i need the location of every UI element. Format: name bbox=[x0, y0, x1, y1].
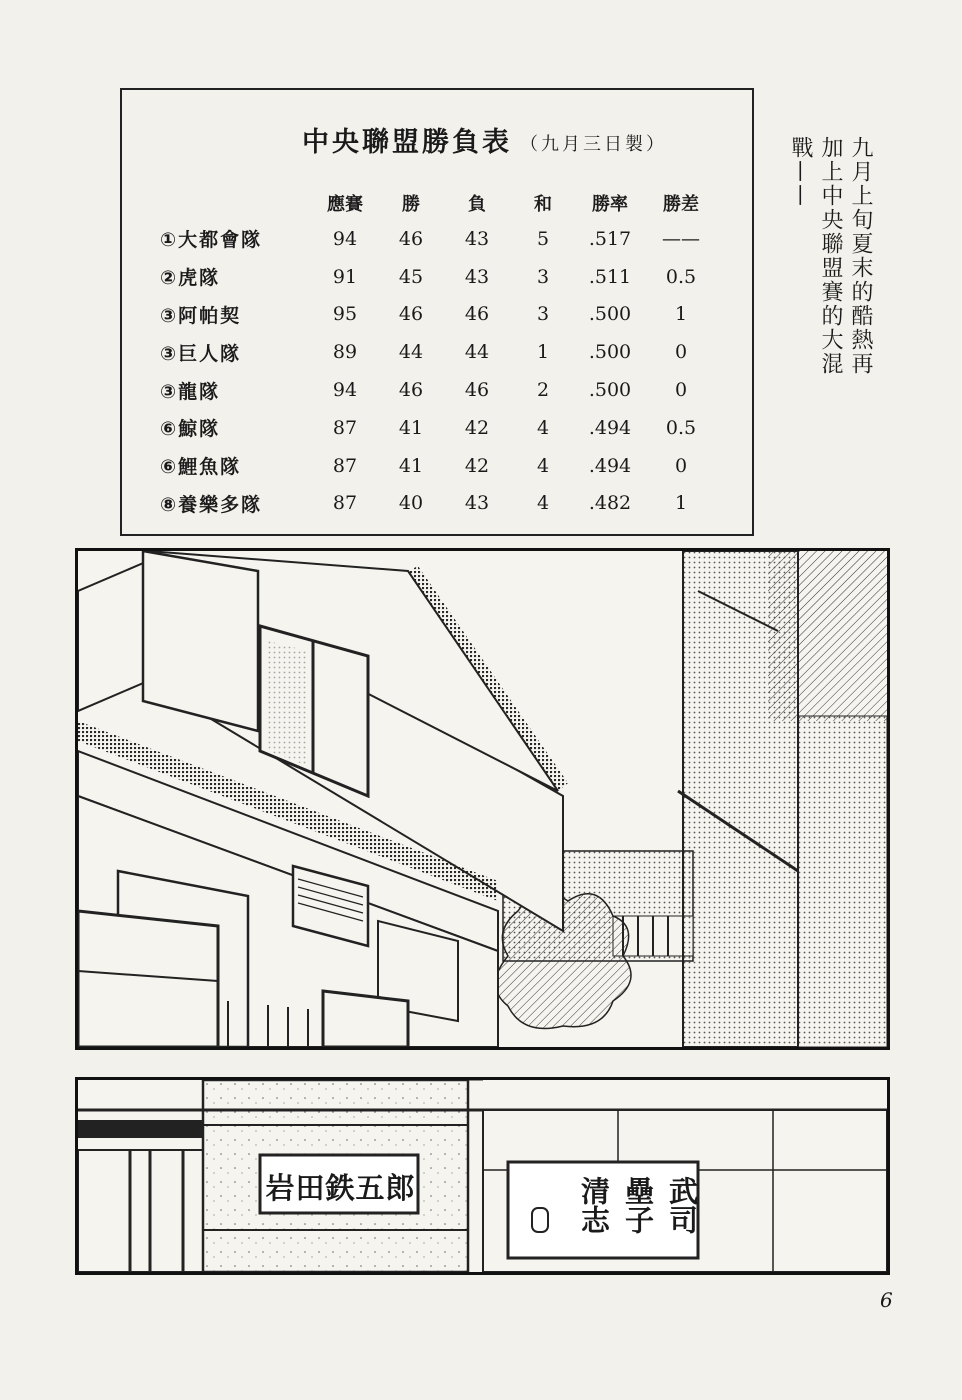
header-played: 應賽 bbox=[327, 194, 363, 215]
nameplate-right-col1: 武司 bbox=[665, 1176, 699, 1234]
cell-gb: 1 bbox=[674, 303, 688, 326]
cell-wins: 41 bbox=[398, 416, 424, 439]
cell-played: 89 bbox=[332, 341, 358, 364]
cell-draws: 4 bbox=[536, 492, 550, 515]
header-team bbox=[160, 186, 312, 220]
cell-losses: 46 bbox=[464, 379, 490, 402]
cell-pct: .494 bbox=[588, 454, 632, 477]
cell-team: ①大都會隊 bbox=[160, 229, 263, 252]
cell-played: 94 bbox=[332, 227, 358, 250]
cell-draws: 5 bbox=[536, 227, 550, 250]
cell-pct: .500 bbox=[588, 303, 632, 326]
header-losses: 負 bbox=[468, 194, 486, 215]
page-number: 6 bbox=[880, 1288, 893, 1312]
cell-played: 87 bbox=[332, 492, 358, 515]
cell-gb: —— bbox=[662, 227, 700, 250]
cell-played: 87 bbox=[332, 454, 358, 477]
standings-row bbox=[160, 258, 718, 296]
cell-wins: 41 bbox=[398, 454, 424, 477]
cell-draws: 3 bbox=[536, 265, 550, 288]
standings-header-row bbox=[160, 186, 718, 220]
cell-draws: 4 bbox=[536, 454, 550, 477]
cell-wins: 46 bbox=[398, 379, 424, 402]
cell-wins: 46 bbox=[398, 227, 424, 250]
cell-pct: .517 bbox=[588, 227, 632, 250]
cell-gb: 0 bbox=[674, 454, 688, 477]
standings-table-box bbox=[120, 88, 754, 536]
header-draws: 和 bbox=[534, 194, 552, 215]
cell-draws: 1 bbox=[536, 341, 550, 364]
cell-pct: .500 bbox=[588, 379, 632, 402]
cell-team: ②虎隊 bbox=[160, 267, 221, 290]
header-wins: 勝 bbox=[402, 194, 420, 215]
cell-team: ③龍隊 bbox=[160, 380, 221, 403]
cell-wins: 46 bbox=[398, 303, 424, 326]
cell-wins: 45 bbox=[398, 265, 424, 288]
nameplate-right-col2: 壘子 bbox=[621, 1176, 655, 1234]
cell-losses: 43 bbox=[464, 492, 490, 515]
standings-row bbox=[160, 296, 718, 334]
standings-row bbox=[160, 409, 718, 447]
header-pct: 勝率 bbox=[592, 194, 628, 215]
cell-team: ⑧養樂多隊 bbox=[160, 493, 263, 516]
standings-subtitle: （九月三日製） bbox=[520, 134, 667, 155]
cell-pct: .511 bbox=[588, 265, 632, 288]
cell-draws: 4 bbox=[536, 416, 550, 439]
cell-gb: 0.5 bbox=[665, 265, 697, 288]
nameplate-wall-illustration bbox=[78, 1080, 887, 1272]
cell-team: ⑥鯨隊 bbox=[160, 418, 221, 441]
cell-pct: .500 bbox=[588, 341, 632, 364]
caption-line-2: 加上中央聯盟賽的大混 bbox=[818, 136, 843, 376]
header-gb: 勝差 bbox=[663, 194, 699, 215]
cell-losses: 42 bbox=[464, 416, 490, 439]
cell-played: 95 bbox=[332, 303, 358, 326]
standings-row bbox=[160, 447, 718, 485]
cell-pct: .482 bbox=[588, 492, 632, 515]
cell-team: ③巨人隊 bbox=[160, 342, 242, 365]
nameplate-left-text: 岩田鉄五郎 bbox=[265, 1171, 416, 1205]
standings-table bbox=[160, 186, 718, 522]
cell-draws: 3 bbox=[536, 303, 550, 326]
standings-row bbox=[160, 371, 718, 409]
standings-row bbox=[160, 220, 718, 258]
cell-draws: 2 bbox=[536, 379, 550, 402]
standings-row bbox=[160, 485, 718, 523]
cell-wins: 44 bbox=[398, 341, 424, 364]
cell-losses: 46 bbox=[464, 303, 490, 326]
house-illustration bbox=[78, 551, 887, 1047]
panel-nameplates bbox=[75, 1077, 890, 1275]
panel-house-scene bbox=[75, 548, 890, 1050]
cell-played: 94 bbox=[332, 379, 358, 402]
cell-pct: .494 bbox=[588, 416, 632, 439]
caption-line-1: 九月上旬夏末的酷熱再 bbox=[848, 136, 873, 376]
cell-gb: 1 bbox=[674, 492, 688, 515]
cell-played: 91 bbox=[332, 265, 358, 288]
cell-gb: 0 bbox=[674, 341, 688, 364]
cell-played: 87 bbox=[332, 416, 358, 439]
cell-losses: 44 bbox=[464, 341, 490, 364]
standings-row bbox=[160, 333, 718, 371]
cell-losses: 43 bbox=[464, 265, 490, 288]
nameplate-right-col3: 清志 bbox=[577, 1176, 611, 1234]
cell-team: ⑥鯉魚隊 bbox=[160, 456, 242, 479]
cell-gb: 0.5 bbox=[665, 416, 697, 439]
cell-wins: 40 bbox=[398, 492, 424, 515]
cell-team: ③阿帕契 bbox=[160, 304, 242, 327]
cell-gb: 0 bbox=[674, 379, 688, 402]
cell-losses: 43 bbox=[464, 227, 490, 250]
cell-losses: 42 bbox=[464, 454, 490, 477]
standings-title: 中央聯盟勝負表 bbox=[302, 127, 512, 158]
caption-line-3: 戰—— bbox=[788, 136, 813, 208]
